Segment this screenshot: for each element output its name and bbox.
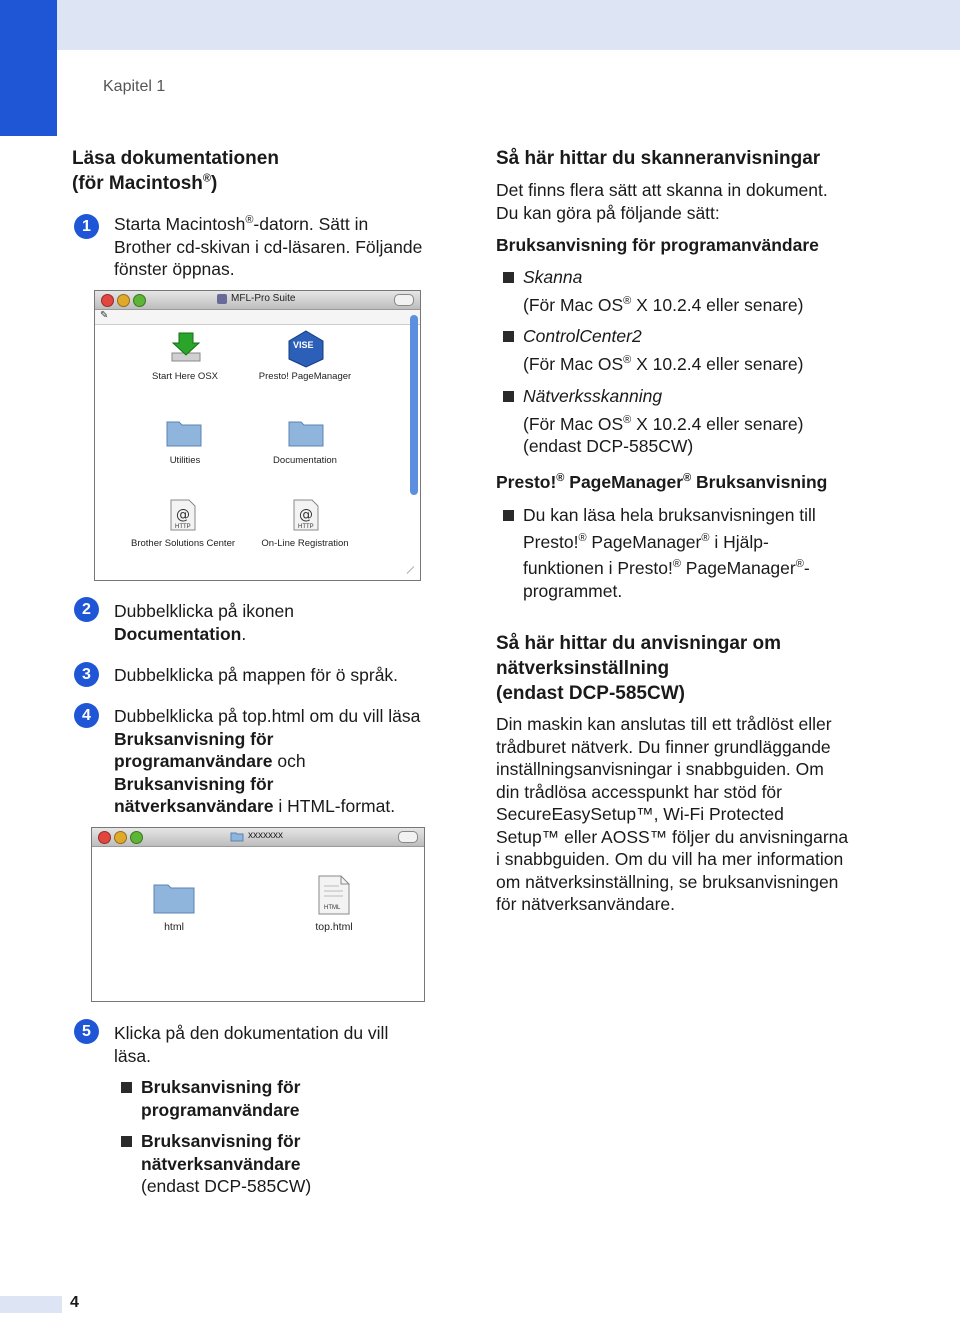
step-3-text: Dubbelklicka på mappen för ö språk. bbox=[114, 665, 399, 685]
step-number-3: 3 bbox=[74, 662, 99, 687]
icon-label-documentation: Documentation bbox=[273, 455, 337, 466]
zoom-button[interactable] bbox=[130, 831, 143, 844]
close-button[interactable] bbox=[101, 294, 114, 307]
bullet-square bbox=[503, 391, 514, 402]
software-guide-heading: Bruksanvisning för programanvändare bbox=[496, 235, 819, 255]
chapter-tab bbox=[0, 0, 57, 136]
close-button[interactable] bbox=[98, 831, 111, 844]
svg-text:@: @ bbox=[299, 507, 313, 523]
zoom-button[interactable] bbox=[133, 294, 146, 307]
page-number: 4 bbox=[70, 1294, 79, 1311]
resize-handle[interactable] bbox=[407, 566, 421, 581]
step-2-text: Dubbelklicka på ikonen Documentation. bbox=[114, 601, 294, 644]
network-heading: Så här hittar du anvisningar om nätverksinställning (endast DCP-585CW) bbox=[496, 633, 782, 704]
step-number-1: 1 bbox=[74, 214, 99, 239]
page-number-bar bbox=[0, 1296, 62, 1313]
bullet-user-guide: Bruksanvisning för programanvändare bbox=[141, 1077, 301, 1120]
icon-label-top-html: top.html bbox=[315, 921, 353, 933]
network-text: Din maskin kan anslutas till ett trådlöst eller trådburet nätverk. Du finner grundläggande inställningsanvisningar i snabbguiden. Om din trådlösa accesspunkt har stöd för SecureEasySetup™, Wi-Fi Protected Setup™ eller AOSS™ följer du anvisningarna i snabbguiden. Om du vill ha mer information om nätverksinställning, se bruksanvisningen för nätverksanvändare. bbox=[496, 714, 849, 914]
icon-label-solutions-center: Brother Solutions Center bbox=[130, 538, 236, 549]
scanner-intro: Det finns flera sätt att skanna in dokument. Du kan göra på följande sätt: bbox=[496, 180, 828, 223]
bullet-network-guide: Bruksanvisning för nätverksanvändare (endast DCP-585CW) bbox=[141, 1131, 312, 1196]
step-1-text: Starta Macintosh®-datorn. Sätt in Brother cd-skivan i cd-läsaren. Följande fönster öppnas. bbox=[114, 214, 423, 279]
presto-text: Du kan läsa hela bruksanvisningen till Presto!® PageManager® i Hjälp- funktionen i Presto!® PageManager®- programmet. bbox=[523, 505, 816, 601]
minimize-button[interactable] bbox=[114, 831, 127, 844]
presto-heading: Presto!® PageManager® Bruksanvisning bbox=[496, 472, 828, 492]
toolbar bbox=[95, 310, 420, 325]
utilities-folder-icon[interactable] bbox=[165, 416, 203, 448]
bullet-square bbox=[503, 510, 514, 521]
window-titlebar bbox=[95, 291, 420, 310]
step-4-text: Dubbelklicka på top.html om du vill läsa Bruksanvisning för programanvändare och Bruksanvisning för nätverksanvändare i HTML-format. bbox=[114, 706, 421, 816]
folder-icon bbox=[230, 831, 244, 842]
pin-icon: ✎ bbox=[100, 310, 109, 321]
minimize-button[interactable] bbox=[117, 294, 130, 307]
scanner-heading: Så här hittar du skanneranvisningar bbox=[496, 148, 821, 169]
heading-line-1: Läsa dokumentationen bbox=[72, 148, 279, 169]
html-folder-icon[interactable] bbox=[152, 878, 196, 916]
step-number-5: 5 bbox=[74, 1019, 99, 1044]
bullet-square bbox=[121, 1136, 132, 1147]
step-number-2: 2 bbox=[74, 597, 99, 622]
scrollbar[interactable] bbox=[410, 315, 418, 495]
chapter-label: Kapitel 1 bbox=[103, 78, 166, 95]
item-network-scan: Nätverksskanning (För Mac OS® X 10.2.4 eller senare) (endast DCP-585CW) bbox=[523, 386, 804, 456]
html-tag: HTML bbox=[324, 905, 341, 911]
item-controlcenter: ControlCenter2 (För Mac OS® X 10.2.4 eller senare) bbox=[523, 326, 804, 374]
icon-label-start-here: Start Here OSX bbox=[152, 371, 218, 382]
http-tag: HTTP bbox=[175, 524, 191, 530]
vise-label: VISE bbox=[293, 340, 314, 350]
left-section-heading bbox=[72, 146, 279, 196]
folder-window bbox=[91, 827, 425, 1002]
item-scan: Skanna (För Mac OS® X 10.2.4 eller senare) bbox=[523, 267, 804, 315]
step-5-text: Klicka på den dokumentation du vill läsa. bbox=[114, 1023, 389, 1066]
icon-label-registration: On-Line Registration bbox=[261, 538, 349, 549]
step-number-4: 4 bbox=[74, 703, 99, 728]
svg-text:@: @ bbox=[176, 507, 190, 523]
bullet-square bbox=[503, 331, 514, 342]
window-titlebar bbox=[92, 828, 424, 847]
disc-icon bbox=[217, 294, 227, 304]
window-title: MFL-Pro Suite bbox=[231, 293, 296, 304]
documentation-folder-icon[interactable] bbox=[287, 416, 325, 448]
bullet-square bbox=[503, 272, 514, 283]
http-tag: HTTP bbox=[298, 524, 314, 530]
toolbar-toggle-button[interactable] bbox=[394, 294, 414, 306]
icon-label-utilities: Utilities bbox=[169, 455, 201, 466]
icon-label-html: html bbox=[164, 921, 184, 933]
header-band bbox=[0, 0, 960, 50]
toolbar-toggle-button[interactable] bbox=[398, 831, 418, 843]
mfl-pro-suite-window bbox=[94, 290, 421, 581]
icon-label-presto: Presto! PageManager bbox=[258, 371, 352, 382]
start-here-icon[interactable] bbox=[169, 331, 203, 365]
bullet-square bbox=[121, 1082, 132, 1093]
heading-line-2: (för Macintosh®) bbox=[72, 172, 218, 194]
window-title: xxxxxxx bbox=[248, 830, 283, 841]
